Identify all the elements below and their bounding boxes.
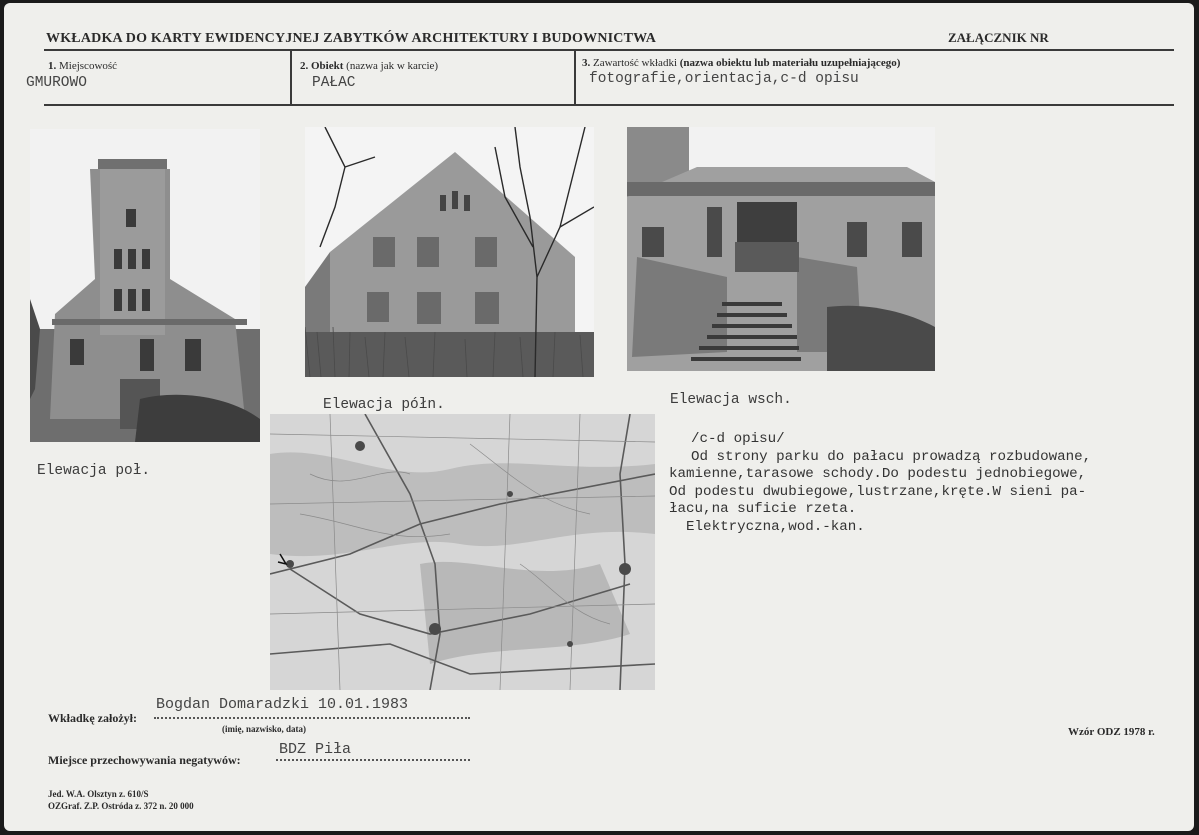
founded-by-hint: (imię, nazwisko, data): [222, 724, 306, 734]
locality-label: 1. Miejscowość: [48, 60, 118, 72]
description-line-3: Od podestu dwubiegowe,lustrzane,kręte.W sieni pa-: [669, 483, 1087, 500]
contents-label: 3. Zawartość wkładki (nazwa obiektu lub materiału uzupełniającego): [582, 57, 901, 69]
field-divider-2: [574, 51, 576, 106]
sheet-title: WKŁADKA DO KARTY EWIDENCYJNEJ ZABYTKÓW ARCHITEKTURY I BUDOWNICTWA: [46, 31, 657, 46]
photo-north-elevation: [305, 127, 594, 377]
orientation-map: [270, 414, 655, 690]
contents-value: fotografie,orientacja,c-d opisu: [589, 71, 859, 87]
form-template-id: Wzór ODZ 1978 r.: [1068, 726, 1155, 738]
print-info-line-2: OZGraf. Z.P. Ostróda z. 372 n. 20 000: [48, 801, 194, 811]
locality-value: GMUROWO: [26, 75, 87, 91]
description-line-1: Od strony parku do pałacu prowadzą rozbudowane,: [691, 448, 1092, 465]
description-line-4: łacu,na suficie rzeta.: [669, 501, 857, 518]
description-heading: /c-d opisu/: [691, 431, 785, 447]
topographic-map-image: [270, 414, 655, 690]
description-text: [669, 431, 1091, 537]
field-divider-1: [290, 51, 292, 106]
negatives-storage-value: BDZ Piła: [279, 741, 352, 758]
attachment-number-label: ZAŁĄCZNIK NR: [948, 30, 1049, 45]
founded-by-value: Bogdan Domaradzki 10.01.1983: [156, 696, 409, 713]
object-label: 2. Obiekt (nazwa jak w karcie): [300, 60, 439, 72]
negatives-storage-dotted-line: [276, 759, 470, 761]
header-rule: [44, 49, 1174, 51]
photo-east-elevation: [627, 127, 935, 371]
record-sheet: [4, 3, 1194, 831]
caption-south-elevation: Elewacja poł.: [37, 463, 151, 479]
caption-east-elevation: Elewacja wsch.: [670, 392, 792, 408]
object-value: PAŁAC: [312, 75, 356, 91]
founded-by-dotted-line: [154, 717, 470, 719]
negatives-storage-label: Miejsce przechowywania negatywów:: [48, 753, 241, 767]
fields-rule: [44, 104, 1174, 106]
palace-tower-image: [30, 129, 260, 442]
photo-south-elevation: [30, 129, 260, 442]
description-line-5: Elektryczna,wod.-kan.: [669, 518, 865, 535]
palace-gable-image: [305, 127, 594, 377]
description-line-2: kamienne,tarasowe schody.Do podestu jednobiegowe,: [669, 466, 1087, 483]
founded-by-label: Wkładkę założył:: [48, 711, 137, 725]
print-info-line-1: Jed. W.A. Olsztyn z. 610/S: [48, 789, 149, 799]
palace-stairs-image: [627, 127, 935, 371]
caption-north-elevation: Elewacja półn.: [323, 397, 445, 413]
